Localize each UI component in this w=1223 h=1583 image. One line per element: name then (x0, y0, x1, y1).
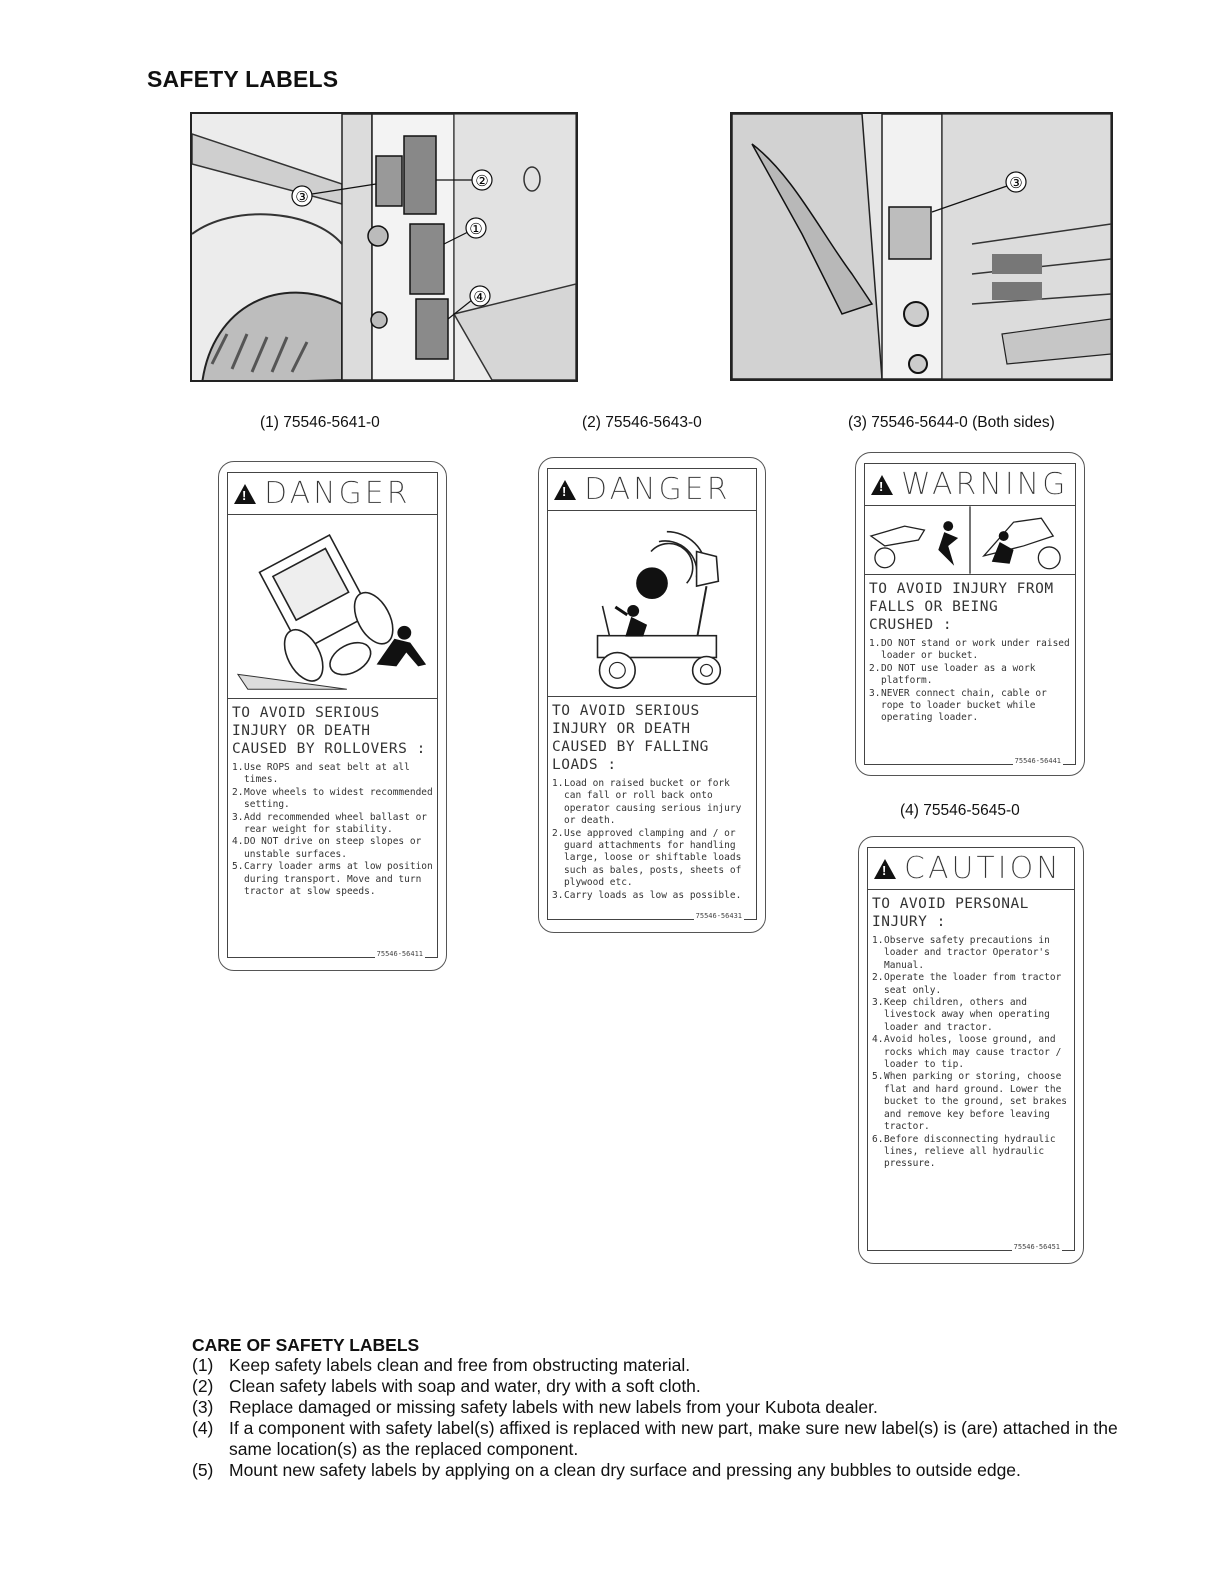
caption-label-1: (1) 75546-5641-0 (260, 414, 380, 431)
label-instructions (552, 778, 752, 902)
loader-frame-illustration (732, 114, 1111, 379)
list-item: (3) Replace damaged or missing safety labels with new labels from your Kubota dealer. (192, 1397, 878, 1417)
label-location-4 (416, 299, 448, 359)
list-item: 1. DO NOT stand or work under raised loader or bucket. (869, 638, 1070, 662)
list-item: 4. DO NOT drive on steep slopes or unstable surfaces. (232, 836, 422, 860)
list-item: 1. Load on raised bucket or fork can fall or roll back onto operator causing serious injury or death. (552, 778, 742, 827)
warning-triangle-icon (874, 859, 896, 879)
list-item: 5. When parking or storing, choose flat and hard ground. Lower the bucket to the ground, set brakes and remove key before leaving tractor. (872, 1071, 1068, 1133)
list-item: (2) Clean safety labels with soap and water, dry with a soft cloth. (192, 1376, 701, 1396)
label-part-number: 75546-56411 (376, 950, 423, 958)
signal-word: CAUTION (904, 851, 1062, 886)
rollover-pictogram (228, 515, 437, 699)
label-location-1 (410, 224, 444, 294)
list-item: (4) If a component with safety label(s) affixed is replaced with new part, make sure new label(s) is (are) attached in the same location(s) as the replaced component. (192, 1418, 1118, 1459)
list-item: (5) Mount new safety labels by applying on a clean dry surface and pressing any bubbles to outside edge. (192, 1460, 1021, 1480)
label-header (228, 473, 437, 515)
tractor-frame-illustration (192, 114, 576, 380)
label-part-number: 75546-56431 (695, 912, 742, 920)
list-item: 3. NEVER connect chain, cable or rope to loader bucket while operating loader. (869, 687, 1047, 724)
signal-word: DANGER (264, 476, 411, 511)
photo-right-label-location (730, 112, 1113, 381)
warning-triangle-icon (871, 475, 893, 495)
callout-2: ② (475, 172, 489, 190)
label-instructions (872, 935, 1070, 1171)
caption-label-4: (4) 75546-5645-0 (900, 802, 1020, 819)
list-item: 4. Avoid holes, loose ground, and rocks which may cause tractor / loader to tip. (872, 1034, 1062, 1071)
label-instructions (232, 762, 433, 898)
label-instructions (869, 638, 1071, 725)
crush-pictogram (865, 506, 1075, 575)
caption-label-2: (2) 75546-5643-0 (582, 414, 702, 431)
safety-label-danger-falling-loads (538, 457, 766, 933)
signal-word: DANGER (584, 472, 731, 507)
list-item: 3. Add recommended wheel ballast or rear weight for stability. (232, 811, 428, 836)
care-instructions-list (192, 1355, 1152, 1481)
list-item: 2. Move wheels to widest recommended setting. (232, 786, 433, 811)
warning-triangle-icon (554, 480, 576, 500)
care-section-title: CARE OF SAFETY LABELS (192, 1335, 420, 1355)
list-item: 3. Carry loads as low as possible. (552, 889, 742, 901)
callout-1: ① (469, 220, 483, 238)
list-item: 2. Use approved clamping and / or guard attachments for handling large, loose or shiftable loads such as bales, posts, sheets of plywood etc. (552, 827, 742, 889)
label-header (548, 469, 756, 511)
falling-load-pictogram (548, 511, 756, 697)
list-item: 2. DO NOT use loader as a work platform. (869, 662, 1036, 687)
safety-label-caution-personal-injury (858, 836, 1084, 1264)
callout-3: ③ (1009, 174, 1023, 192)
label-header (865, 464, 1075, 506)
label-location-2 (404, 136, 436, 214)
list-item: 3. Keep children, others and livestock away when operating loader and tractor. (872, 997, 1050, 1033)
safety-label-warning-falls-crushing (855, 452, 1085, 776)
callout-3: ③ (295, 188, 309, 206)
label-intro: TO AVOID SERIOUS INJURY OR DEATH CAUSED BY FALLING LOADS : (552, 703, 709, 773)
safety-label-danger-rollover (218, 461, 447, 971)
list-item: 6. Before disconnecting hydraulic lines, relieve all hydraulic pressure. (872, 1133, 1056, 1170)
photo-left-label-locations (190, 112, 578, 382)
list-item: (1) Keep safety labels clean and free from obstructing material. (192, 1355, 691, 1375)
caption-label-3: (3) 75546-5644-0 (Both sides) (848, 414, 1055, 431)
label-part-number: 75546-56451 (1013, 1243, 1060, 1251)
callout-4: ④ (473, 288, 487, 306)
signal-word: WARNING (901, 467, 1069, 502)
label-intro: TO AVOID SERIOUS INJURY OR DEATH CAUSED BY ROLLOVERS : (232, 705, 426, 757)
page-title: SAFETY LABELS (147, 66, 339, 92)
label-intro: TO AVOID INJURY FROM FALLS OR BEING CRUSHED : (869, 581, 1054, 633)
label-header (868, 848, 1074, 890)
list-item: 1. Use ROPS and seat belt at all times. (232, 762, 410, 786)
label-location-3 (376, 156, 402, 206)
list-item: 5. Carry loader arms at low position during transport. Move and turn tractor at slow speeds. (232, 861, 433, 898)
label-intro: TO AVOID PERSONAL INJURY : (872, 896, 1029, 930)
list-item: 2. Operate the loader from tractor seat only. (872, 972, 1062, 996)
label-location-3 (889, 207, 931, 259)
label-part-number: 75546-56441 (1014, 757, 1061, 765)
list-item: 1. Observe safety precautions in loader and tractor Operator's Manual. (872, 935, 1050, 971)
warning-triangle-icon (234, 484, 256, 504)
